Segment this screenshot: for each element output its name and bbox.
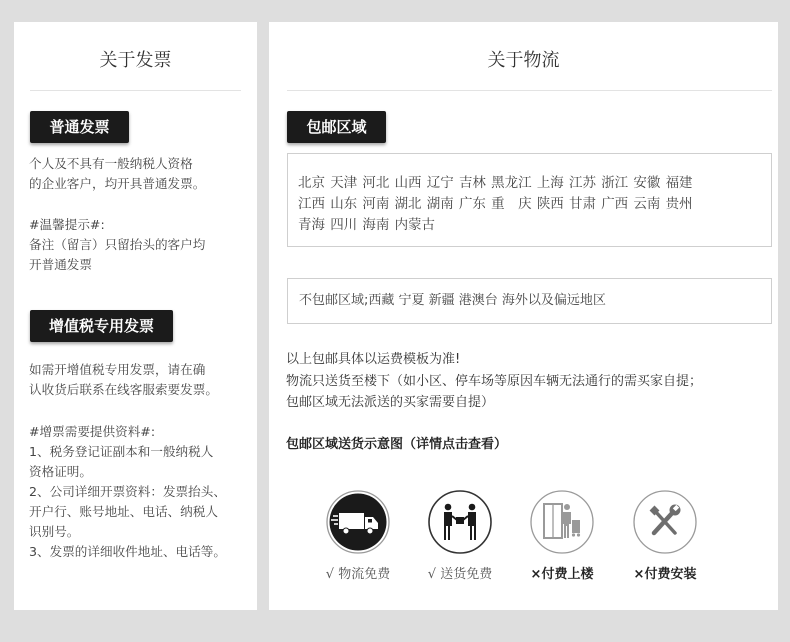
logistics-panel	[269, 22, 778, 610]
shipping-note-line: 物流只送货至楼下（如小区、停车场等原因车辆无法通行的需买家自提；	[286, 373, 703, 389]
shipping-notes	[286, 349, 702, 414]
vat-requirement-line: 识别号。	[29, 524, 80, 539]
excluded-regions-box	[287, 278, 772, 324]
province-name: 云南	[633, 196, 661, 212]
vat-requirement-line: 资格证明。	[29, 464, 92, 479]
elevator-carry-icon	[530, 490, 594, 554]
province-name: 辽宁	[426, 175, 454, 191]
vat-requirements	[29, 422, 226, 562]
regular-invoice-tag: 普通发票	[30, 111, 129, 143]
province-name: 广东	[458, 196, 486, 212]
province-name: 湖北	[394, 196, 422, 212]
province-name: 海南	[362, 217, 390, 233]
province-name: 贵州	[665, 196, 693, 212]
free-provinces-box	[287, 153, 772, 247]
shipping-note-line: 包邮区域无法派送的买家需要自提）	[286, 395, 495, 410]
vat-invoice-desc	[29, 360, 218, 400]
regular-invoice-desc-line: 的企业客户，均开具普通发票。	[29, 176, 206, 191]
vat-invoice-desc-line: 认收货后联系在线客服索要发票。	[29, 382, 218, 397]
province-row	[298, 215, 698, 236]
invoice-title: 关于发票	[99, 50, 172, 71]
tip-block	[29, 215, 205, 275]
province-name: 重 庆	[491, 196, 532, 212]
delivery-handover-icon	[428, 490, 492, 554]
province-name: 安徽	[633, 175, 661, 191]
vat-requirement-line: 开户行、账号地址、电话、纳税人	[29, 504, 218, 519]
service-label-paid-upstairs: ×付费上楼	[530, 567, 594, 582]
province-row	[298, 194, 698, 215]
province-name: 江苏	[569, 175, 596, 191]
province-row	[298, 173, 698, 194]
vat-requirement-line: 2、公司详细开票资料：发票抬头、	[29, 484, 226, 499]
province-name: 甘肃	[569, 196, 596, 212]
province-name: 北京	[298, 175, 325, 191]
province-name: 河北	[362, 175, 390, 191]
province-name: 湖南	[426, 196, 454, 212]
vat-requirement-line: 3、发票的详细收件地址、电话等。	[29, 544, 226, 559]
vat-requirement-line: 1、税务登记证副本和一般纳税人	[29, 444, 214, 459]
province-name: 黑龙江	[491, 175, 532, 191]
province-list	[298, 173, 698, 236]
province-name: 天津	[330, 175, 358, 191]
province-name: 山东	[330, 196, 358, 212]
logistics-title-divider	[287, 90, 772, 91]
invoice-panel	[14, 22, 257, 610]
province-name: 上海	[536, 175, 564, 191]
excluded-regions-text: 不包邮区域;西藏 宁夏 新疆 港澳台 海外以及偏远地区	[299, 293, 606, 308]
vat-invoice-desc-line: 如需开增值税专用发票，请在确	[29, 362, 206, 377]
province-name: 广西	[601, 196, 629, 212]
service-label-free-delivery: √ 送货免费	[427, 567, 493, 582]
truck-icon	[326, 490, 390, 554]
province-name: 山西	[394, 175, 422, 191]
province-name: 江西	[298, 196, 325, 212]
province-name: 浙江	[601, 175, 629, 191]
tip-heading: #温馨提示#:	[29, 217, 105, 232]
vat-requirements-heading: #增票需要提供资料#:	[29, 424, 156, 439]
tip-text-line: 开普通发票	[29, 257, 92, 272]
service-label-paid-install: ×付费安装	[633, 567, 697, 582]
province-name: 内蒙古	[394, 217, 436, 233]
tip-text-line: 备注（留言）只留抬头的客户均	[29, 237, 206, 252]
province-name: 河南	[362, 196, 390, 212]
service-label-free-logistics: √ 物流免费	[325, 567, 391, 582]
shipping-note-line: 以上包邮具体以运费模板为准!	[286, 352, 461, 367]
province-name: 四川	[330, 217, 358, 233]
province-name: 青海	[298, 217, 325, 233]
regular-invoice-desc-line: 个人及不具有一般纳税人资格	[29, 156, 193, 171]
free-shipping-tag: 包邮区域	[287, 111, 386, 143]
diagram-heading-link[interactable]: 包邮区域送货示意图（详情点击查看）	[286, 437, 508, 452]
province-name: 陕西	[536, 196, 564, 212]
invoice-title-divider	[30, 90, 241, 91]
tools-icon	[633, 490, 697, 554]
logistics-title: 关于物流	[487, 50, 560, 71]
province-name: 吉林	[458, 175, 486, 191]
province-name: 福建	[665, 175, 693, 191]
regular-invoice-desc	[29, 154, 205, 194]
vat-invoice-tag: 增值税专用发票	[30, 310, 173, 342]
